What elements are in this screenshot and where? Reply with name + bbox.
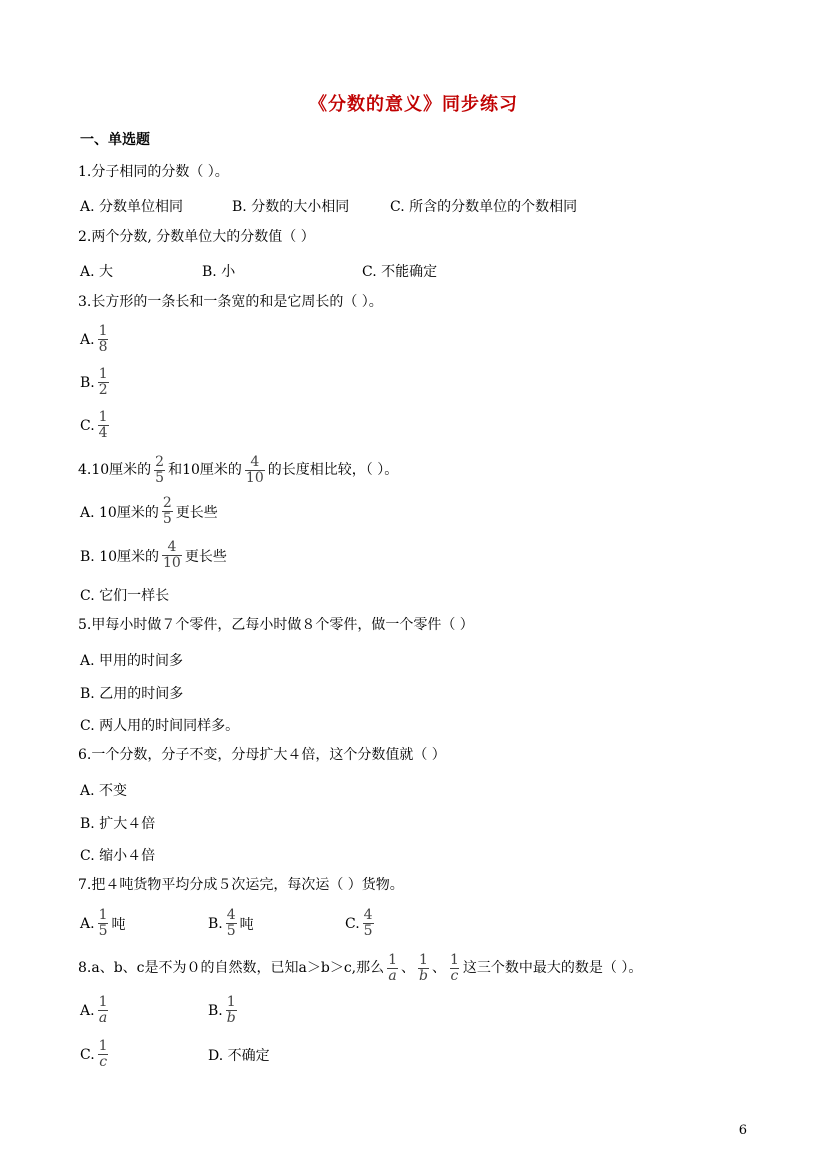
denominator: 4 [98,425,108,441]
page-number: 6 [738,1123,747,1138]
q2-option-c: C. 不能确定 [362,264,438,280]
q8-option-b [208,995,240,1026]
fraction [226,995,237,1026]
question-2-stem: 2.两个分数, 分数单位大的分数值（ ） [78,229,315,245]
q8-prefix: 8.a、b、c是不为０的自然数，已知a＞b＞c,那么 [78,960,385,976]
q8-option-a [80,995,111,1026]
denominator: a [98,1010,108,1026]
option-label: B. [80,374,95,391]
fraction [245,455,265,486]
option-label: B. [208,1002,223,1019]
q1-option-a: A. 分数单位相同 [80,199,184,215]
q2-option-b: B. 小 [202,264,236,280]
q4-prefix: 4.10厘米的 [78,462,152,478]
numerator: 1 [98,366,108,382]
separator: 、 [401,960,416,976]
question-6-stem: 6.一个分数，分子不变，分母扩大４倍，这个分数值就（ ） [78,747,446,763]
q5-option-a: A. 甲用的时间多 [80,653,184,669]
q4-option-a [80,496,218,527]
option-label: C. [345,915,360,932]
numerator: 1 [388,951,398,968]
fraction [418,953,429,984]
section-heading: 一、单选题 [80,132,150,148]
denominator: 10 [245,469,264,486]
denominator: 5 [363,923,373,939]
q2-option-a: A. 大 [80,264,114,280]
fraction [226,908,237,939]
q4-suffix: 的长度相比较，（ ）。 [267,462,399,478]
option-label: A. [80,1002,95,1019]
question-5-stem: 5.甲每小时做７个零件，乙每小时做８个零件，做一个零件（ ） [78,617,474,633]
denominator: 8 [98,339,108,355]
denominator: a [388,967,397,984]
numerator: 1 [419,951,428,968]
numerator: 4 [250,453,260,470]
question-4-stem [78,454,398,486]
q4-option-b [80,540,227,571]
separator: 、 [432,960,446,976]
fraction [363,908,374,939]
q3-option-c [80,410,112,441]
q8-option-c [80,1039,112,1070]
denominator: 2 [98,382,108,398]
option-label: C. [80,1046,95,1063]
fraction [387,953,398,984]
question-8-stem [78,952,642,984]
numerator: 1 [450,951,459,968]
fraction [162,496,173,527]
q6-option-a: A. 不变 [80,783,128,799]
fraction [154,455,165,486]
option-text: 更长些 [184,548,227,565]
numerator: 1 [98,409,108,425]
denominator: b [419,967,428,984]
q6-option-b: B. 扩大４倍 [80,816,156,832]
denominator: 5 [155,469,165,486]
denominator: 10 [163,555,181,571]
q3-option-a [80,324,111,355]
denominator: 5 [98,923,108,939]
fraction [98,1039,109,1070]
q1-option-b: B. 分数的大小相同 [232,199,350,215]
denominator: b [226,1010,236,1026]
denominator: c [450,967,459,984]
q7-option-a [80,908,125,939]
option-text: 更长些 [175,504,218,521]
question-1-stem: 1.分子相同的分数（ ）。 [78,164,229,180]
option-label: A. [80,915,95,932]
fraction [98,367,109,398]
numerator: 1 [226,994,236,1010]
q7-option-b [208,908,254,939]
option-text: B. 10厘米的 [80,548,160,565]
fraction [449,953,460,984]
numerator: 1 [98,907,108,923]
page-title: 《分数的意义》同步练习 [309,94,518,115]
q8-option-d: D. 不确定 [208,1048,270,1064]
numerator: 4 [167,539,177,555]
fraction [162,540,182,571]
q4-mid: 和10厘米的 [168,462,242,478]
denominator: 5 [162,511,172,527]
numerator: 4 [226,907,236,923]
q8-suffix: 这三个数中最大的数是（ ）。 [462,960,643,976]
question-3-stem: 3.长方形的一条长和一条宽的和是它周长的（ ）。 [78,294,383,310]
numerator: 4 [363,907,373,923]
q5-option-c: C. 两人用的时间同样多。 [80,718,240,734]
option-unit: 吨 [239,916,254,933]
denominator: 5 [226,923,236,939]
option-text: A. 10厘米的 [80,504,159,521]
fraction [98,908,109,939]
fraction [98,324,109,355]
q7-option-c [345,908,377,939]
numerator: 1 [98,1038,108,1054]
numerator: 2 [155,453,165,470]
denominator: c [99,1054,108,1070]
q5-option-b: B. 乙用的时间多 [80,686,184,702]
option-label: B. [208,915,223,932]
fraction [98,995,109,1026]
q1-option-c: C. 所含的分数单位的个数相同 [390,199,578,215]
q4-option-c: C. 它们一样长 [80,588,170,604]
option-label: C. [80,417,95,434]
fraction [98,410,109,441]
option-label: A. [80,331,95,348]
numerator: 2 [162,495,172,511]
q6-option-c: C. 缩小４倍 [80,848,156,864]
numerator: 1 [98,323,108,339]
numerator: 1 [98,994,108,1010]
option-unit: 吨 [111,916,126,933]
question-7-stem: 7.把４吨货物平均分成５次运完，每次运（ ）货物。 [78,877,404,893]
q3-option-b [80,367,112,398]
